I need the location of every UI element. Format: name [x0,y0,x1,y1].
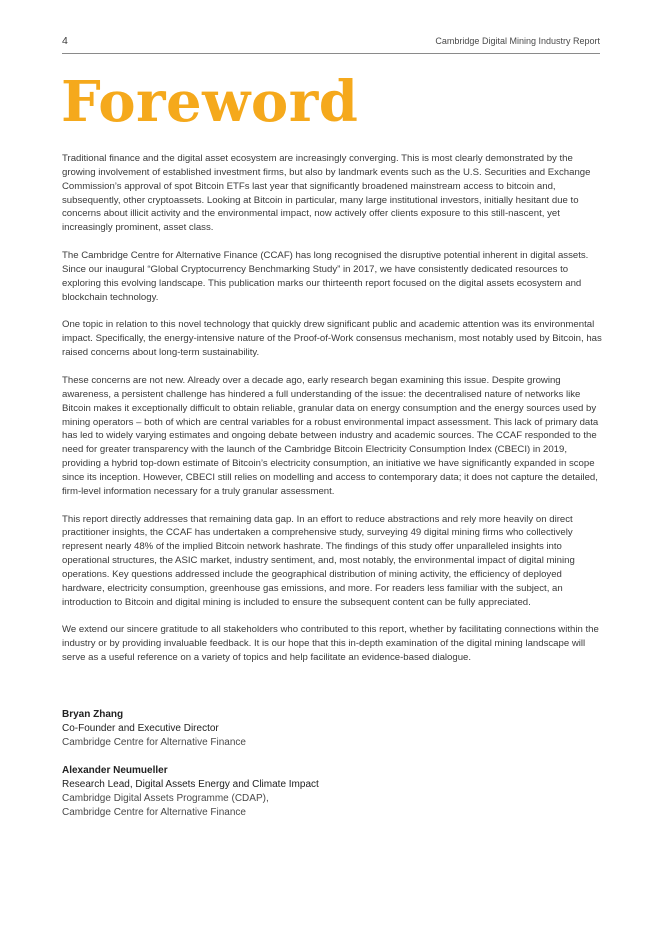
report-page [62,0,600,936]
paragraph-3: One topic in relation to this novel technology that quickly drew significant public and academic attention was its environmental impact. Specifically, the energy-intensive nature of the Proof-of-Work consensus mechanism, most notably used by Bitcoin, has raised concerns about long-term sustainability. [62,319,602,359]
signatory-role: Co-Founder and Executive Director [62,723,219,734]
signatory-organisation: Cambridge Centre for Alternative Finance [62,737,246,748]
signatory-organisation-line-1: Cambridge Digital Assets Programme (CDAP), [62,793,269,804]
page-number: 4 [62,35,68,47]
paragraph-2: The Cambridge Centre for Alternative Finance (CCAF) has long recognised the disruptive potential inherent in digital assets. Since our inaugural “Global Cryptocurrency Benchmarking Study” in 2017, we have consistently dedicated resources to exploring this evolving landscape. This publication marks our thirteenth report focused on the digital assets ecosystem and blockchain technology. [62,250,589,303]
signature-block-2 [62,764,602,820]
page-header [62,35,600,54]
paragraph-5: This report directly addresses that remaining data gap. In an effort to reduce abstractions and rely more heavily on direct practitioner insights, the CCAF has undertaken a comprehensive study, surveying 49 digital mining firms who collectively represent nearly 48% of the implied Bitcoin network hashrate. The findings of this study offer unparalleled insights into operational structures, the ASIC market, industry sentiment, and, most notably, the environmental impact of digital mining operations. Key questions addressed include the geographical distribution of mining activity, the efficiency of deployed hardware, electricity consumption, greenhouse gas emissions, and more. For readers less familiar with the subject, an introduction to Bitcoin and digital mining is included to ensure the subsequent content can be fully appreciated. [62,513,575,608]
paragraph-1: Traditional finance and the digital asset ecosystem are increasingly converging. This is most clearly demonstrated by the growing involvement of established investment firms, but also by landmark events such as the U.S. Securities and Exchange Commission’s approval of spot Bitcoin ETFs last year that significantly broadened mainstream access to bitcoin and, subsequently, other cryptoassets. Looking at Bitcoin in particular, many large institutional investors, initially hesitant due to concerns about illicit activity and the environmental impact, now actively offer clients exposure to this still-nascent, yet increasingly prominent, asset class. [62,153,591,234]
running-title: Cambridge Digital Mining Industry Report [435,36,600,46]
foreword-body [62,152,602,679]
paragraph-6: We extend our sincere gratitude to all stakeholders who contributed to this report, whether by facilitating connections within the industry or by providing invaluable feedback. It is our hope that this in-depth examination of the digital mining landscape will serve as a useful reference on a variety of topics and help facilitate an evidence-based dialogue. [62,624,599,664]
signatory-name: Alexander Neumueller [62,765,168,776]
signature-block-1 [62,708,602,750]
page-title: Foreword [61,69,359,135]
signatory-role: Research Lead, Digital Assets Energy and Climate Impact [62,779,319,790]
signatory-organisation-line-2: Cambridge Centre for Alternative Finance [62,807,246,818]
signatory-name: Bryan Zhang [62,709,124,720]
paragraph-4: These concerns are not new. Already over a decade ago, early research began examining this issue. Despite growing awareness, a persistent challenge has hindered a full understanding of the issue: the decentralised nature of networks like Bitcoin makes it exceptionally difficult to obtain reliable, granular data on energy consumption and the energy sources used by mining operators – both of which are central variables for a robust environmental impact assessment. This lack of primary data has led to widely varying estimates and ongoing debate between industry and academic sources. The CCAF responded to the need for greater transparency with the launch of the Cambridge Bitcoin Electricity Consumption Index (CBECI) in 2019, providing a hybrid top-down estimate of Bitcoin’s electricity consumption, an initiative we have significantly expanded in scope since its inception. However, CBECI still relies on modelling and access to contemporary data; it does not capture the detailed, firm-level information necessary for a truly granular assessment. [62,374,599,497]
